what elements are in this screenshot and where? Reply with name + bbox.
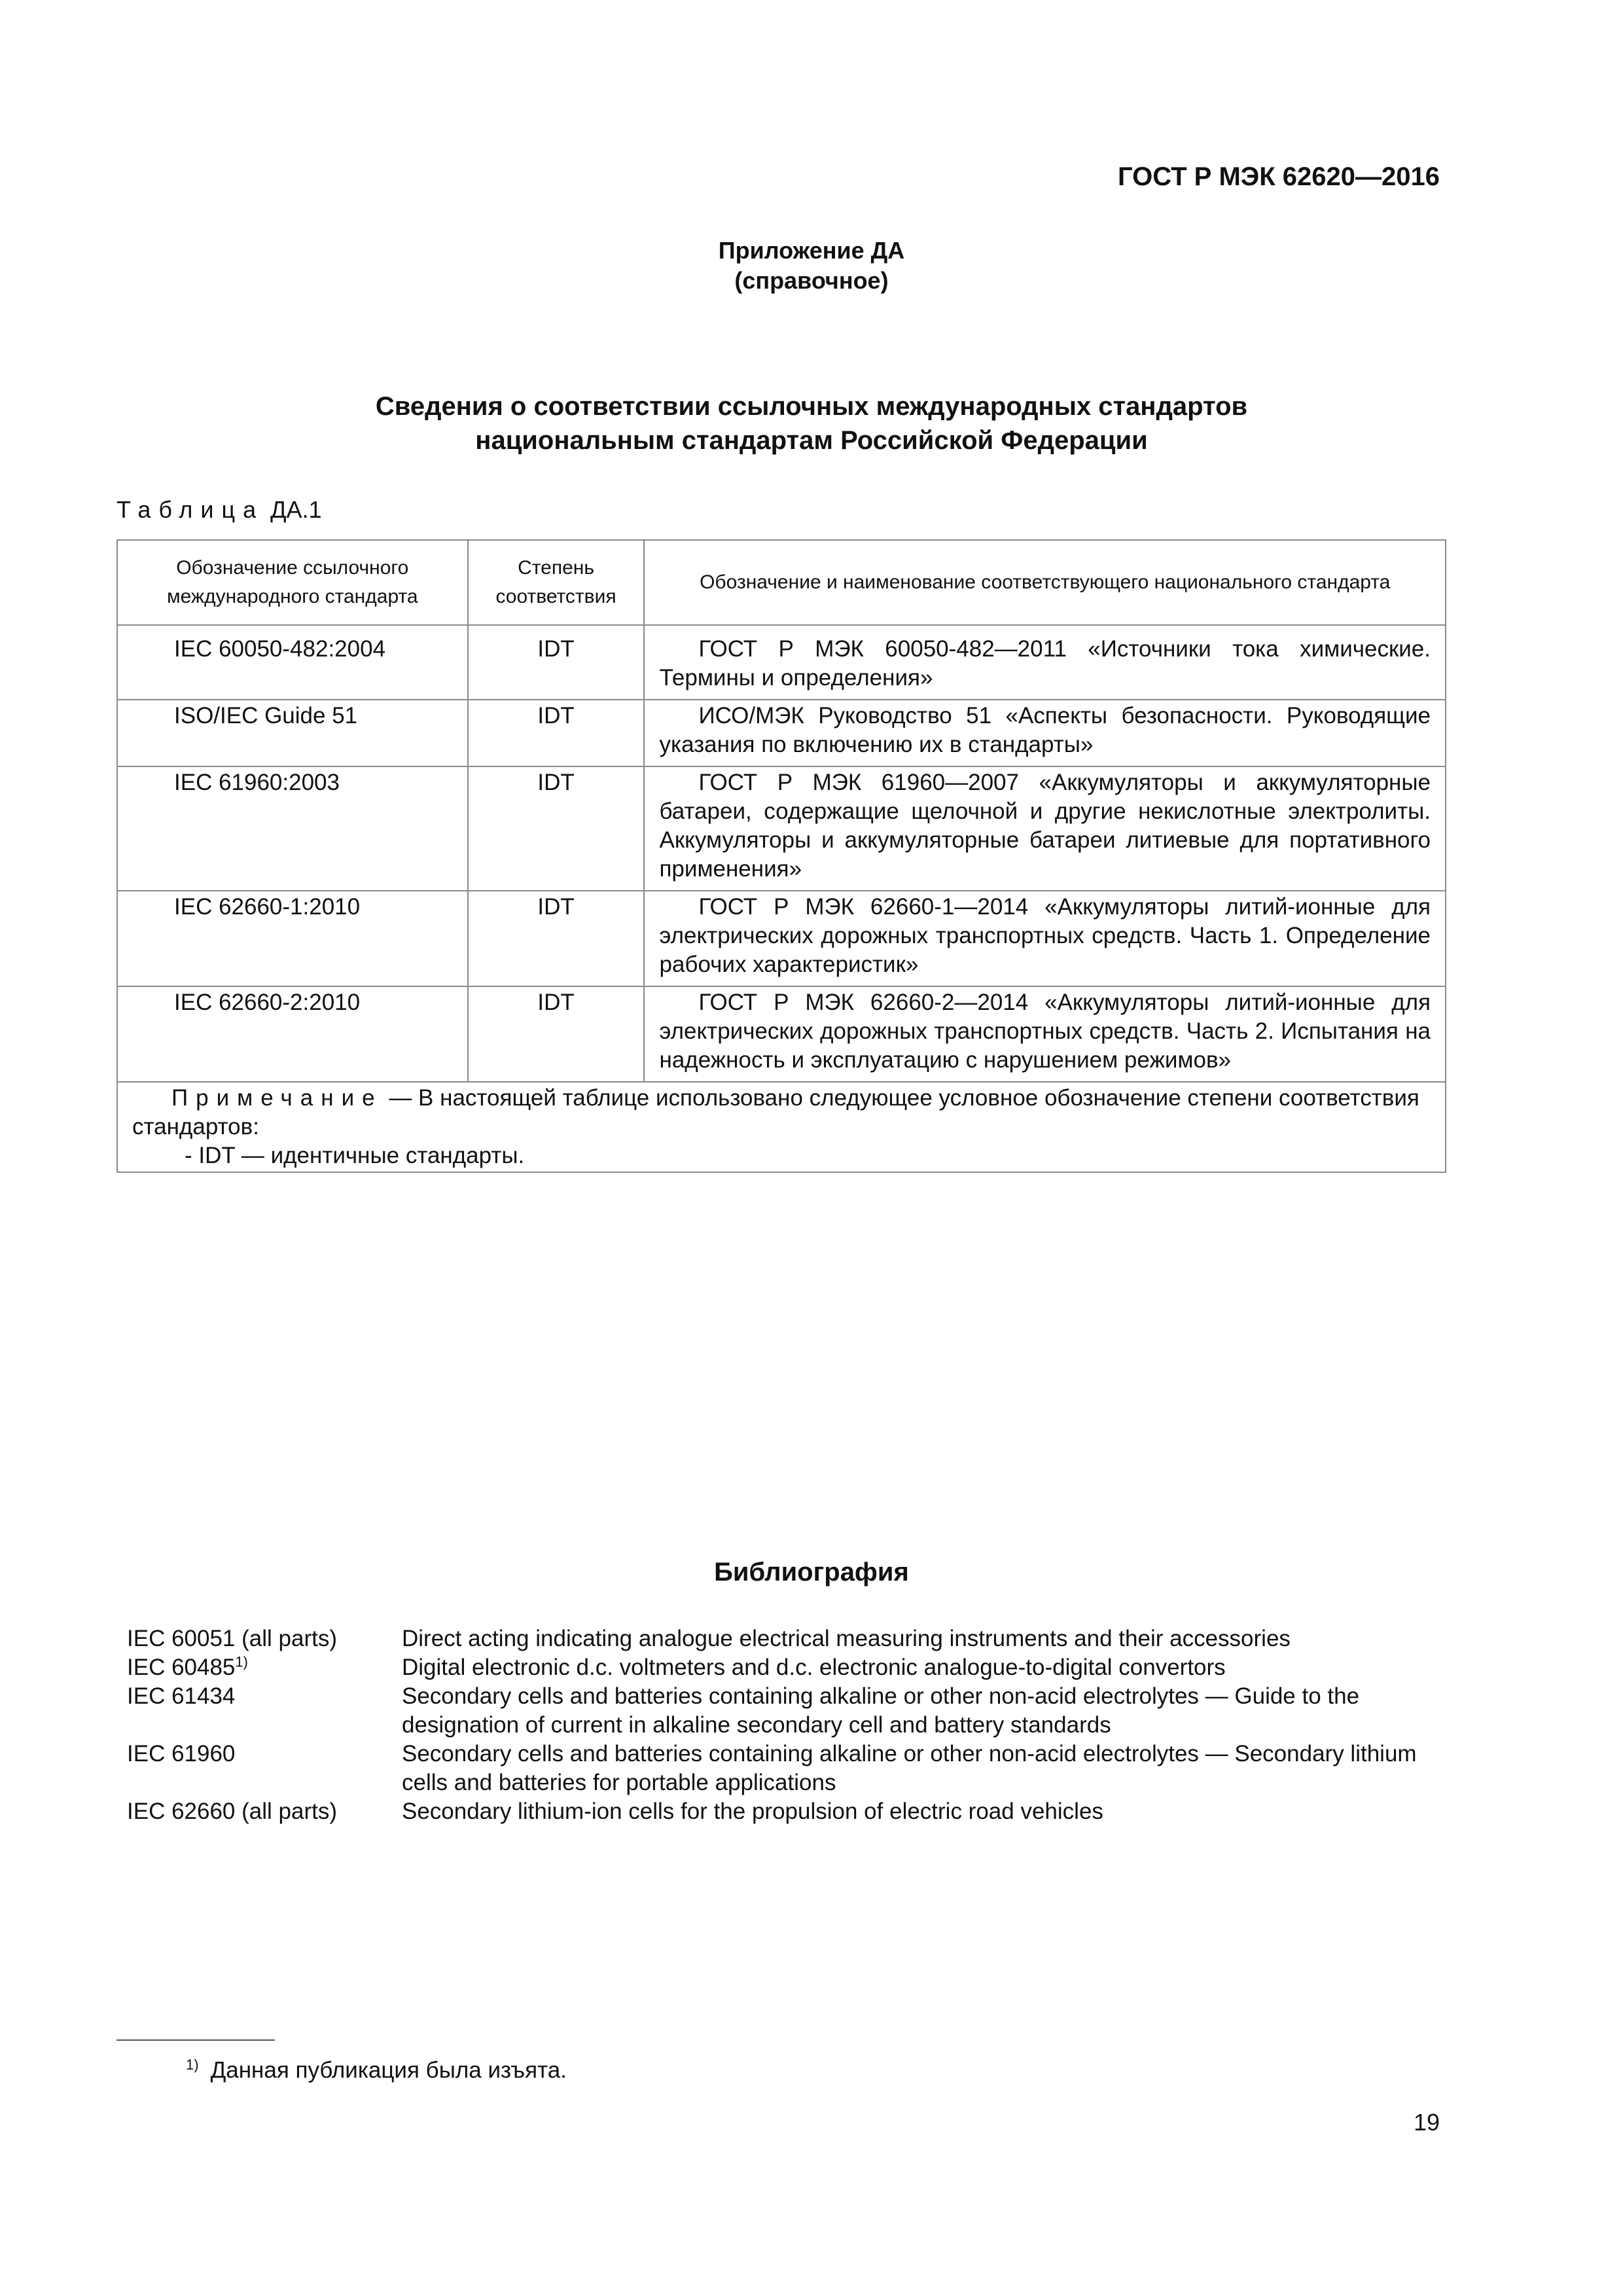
bibliography-entry <box>127 1682 1436 1740</box>
cell-degree: IDT <box>468 700 645 766</box>
table-header-row <box>117 540 1446 625</box>
bibliography-entry <box>127 1740 1436 1797</box>
note-text: — В настоящей таблице использовано следующее условное обозначение степени соответствия стандартов: <box>132 1085 1419 1139</box>
cell-degree: IDT <box>468 891 645 986</box>
bibliography-title: Библиография <box>714 1558 909 1587</box>
bibliography-code: IEC 60485$^{1)}$ <box>127 1653 248 1680</box>
section-title <box>0 389 1623 457</box>
bibliography-code: IEC 62660 (all parts) <box>127 1799 337 1824</box>
table-caption-label: Таблица <box>116 496 264 523</box>
cell-international-standard: ISO/IEC Guide 51 <box>117 700 468 766</box>
cell-degree: IDT <box>468 766 645 891</box>
bibliography-code: IEC 60051 (all parts) <box>127 1626 337 1651</box>
cell-national-standard: ГОСТ Р МЭК 62660-2—2014 «Аккумуляторы литий-ионные для электрических дорожных транспортных средств. Часть 2. Испытания на надежность и эксплуатацию с нарушением режимов» <box>644 986 1446 1082</box>
table-caption <box>116 496 322 524</box>
cell-international-standard: IEC 60050-482:2004 <box>117 625 468 700</box>
footnote <box>186 2056 567 2084</box>
cell-international-standard: IEC 62660-2:2010 <box>117 986 468 1082</box>
cell-degree: IDT <box>468 625 645 700</box>
footnote-text: Данная публикация была изъята. <box>210 2057 567 2083</box>
bibliography-text: Secondary lithium-ion cells for the propulsion of electric road vehicles <box>402 1799 1103 1824</box>
note-item: - IDT — идентичные стандарты. <box>185 1143 525 1168</box>
header-degree: Степень соответствия <box>468 540 645 625</box>
bibliography-list <box>127 1624 1436 1826</box>
note-label: Примечание <box>171 1085 383 1111</box>
page-number: 19 <box>1413 2109 1440 2136</box>
cell-national-standard: ИСО/МЭК Руководство 51 «Аспекты безопасности. Руководящие указания по включению их в стандарты» <box>644 700 1446 766</box>
header-national-standard: Обозначение и наименование соответствующего национального стандарта <box>644 540 1446 625</box>
note-text-line <box>132 1084 1431 1141</box>
document-code: ГОСТ Р МЭК 62620—2016 <box>1117 162 1440 191</box>
table-row <box>117 891 1446 986</box>
bibliography-code: IEC 61434 <box>127 1683 236 1709</box>
table-row <box>117 986 1446 1082</box>
section-title-line-2: национальным стандартам Российской Федерации <box>475 426 1148 455</box>
cell-degree: IDT <box>468 986 645 1082</box>
cell-international-standard: IEC 62660-1:2010 <box>117 891 468 986</box>
cell-national-standard: ГОСТ Р МЭК 62660-1—2014 «Аккумуляторы литий-ионные для электрических дорожных транспортных средств. Часть 1. Определение рабочих характеристик» <box>644 891 1446 986</box>
table-note-row <box>117 1082 1446 1172</box>
footnote-reference: 1) <box>235 1653 248 1670</box>
cell-national-standard: ГОСТ Р МЭК 60050-482—2011 «Источники тока химические. Термины и определения» <box>644 625 1446 700</box>
bibliography-text: Direct acting indicating analogue electrical measuring instruments and their accessories <box>402 1626 1291 1651</box>
annex-title: Приложение ДА <box>718 237 905 264</box>
bibliography-text: Secondary cells and batteries containing alkaline or other non-acid electrolytes — Guide to the designation of current in alkaline secondary cell and battery standards <box>402 1683 1360 1738</box>
bibliography-code: IEC 61960 <box>127 1741 236 1767</box>
bibliography-entry <box>127 1624 1436 1653</box>
section-title-line-1: Сведения о соответствии ссылочных международных стандартов <box>375 392 1248 421</box>
footnote-separator <box>116 2039 275 2041</box>
correspondence-table <box>116 539 1446 1173</box>
annex-heading <box>0 236 1623 296</box>
bibliography-entry <box>127 1653 1436 1682</box>
table-row <box>117 625 1446 700</box>
bibliography-entry <box>127 1797 1436 1826</box>
annex-subtitle: (справочное) <box>734 267 889 294</box>
header-international-standard: Обозначение ссылочного международного стандарта <box>117 540 468 625</box>
table-row <box>117 766 1446 891</box>
bibliography-text: Digital electronic d.c. voltmeters and d.c. electronic analogue-to-digital convertors <box>402 1655 1226 1680</box>
footnote-mark: 1) <box>186 2056 199 2073</box>
bibliography-text: Secondary cells and batteries containing alkaline or other non-acid electrolytes — Secondary lithium cells and batteries for portable applications <box>402 1741 1417 1795</box>
table-caption-number: ДА.1 <box>270 496 322 523</box>
table-note <box>117 1082 1446 1172</box>
cell-international-standard: IEC 61960:2003 <box>117 766 468 891</box>
table-row <box>117 700 1446 766</box>
cell-national-standard: ГОСТ Р МЭК 61960—2007 «Аккумуляторы и аккумуляторные батареи, содержащие щелочной и другие некислотные электролиты. Аккумуляторы и аккумуляторные батареи литиевые для портативного применения» <box>644 766 1446 891</box>
